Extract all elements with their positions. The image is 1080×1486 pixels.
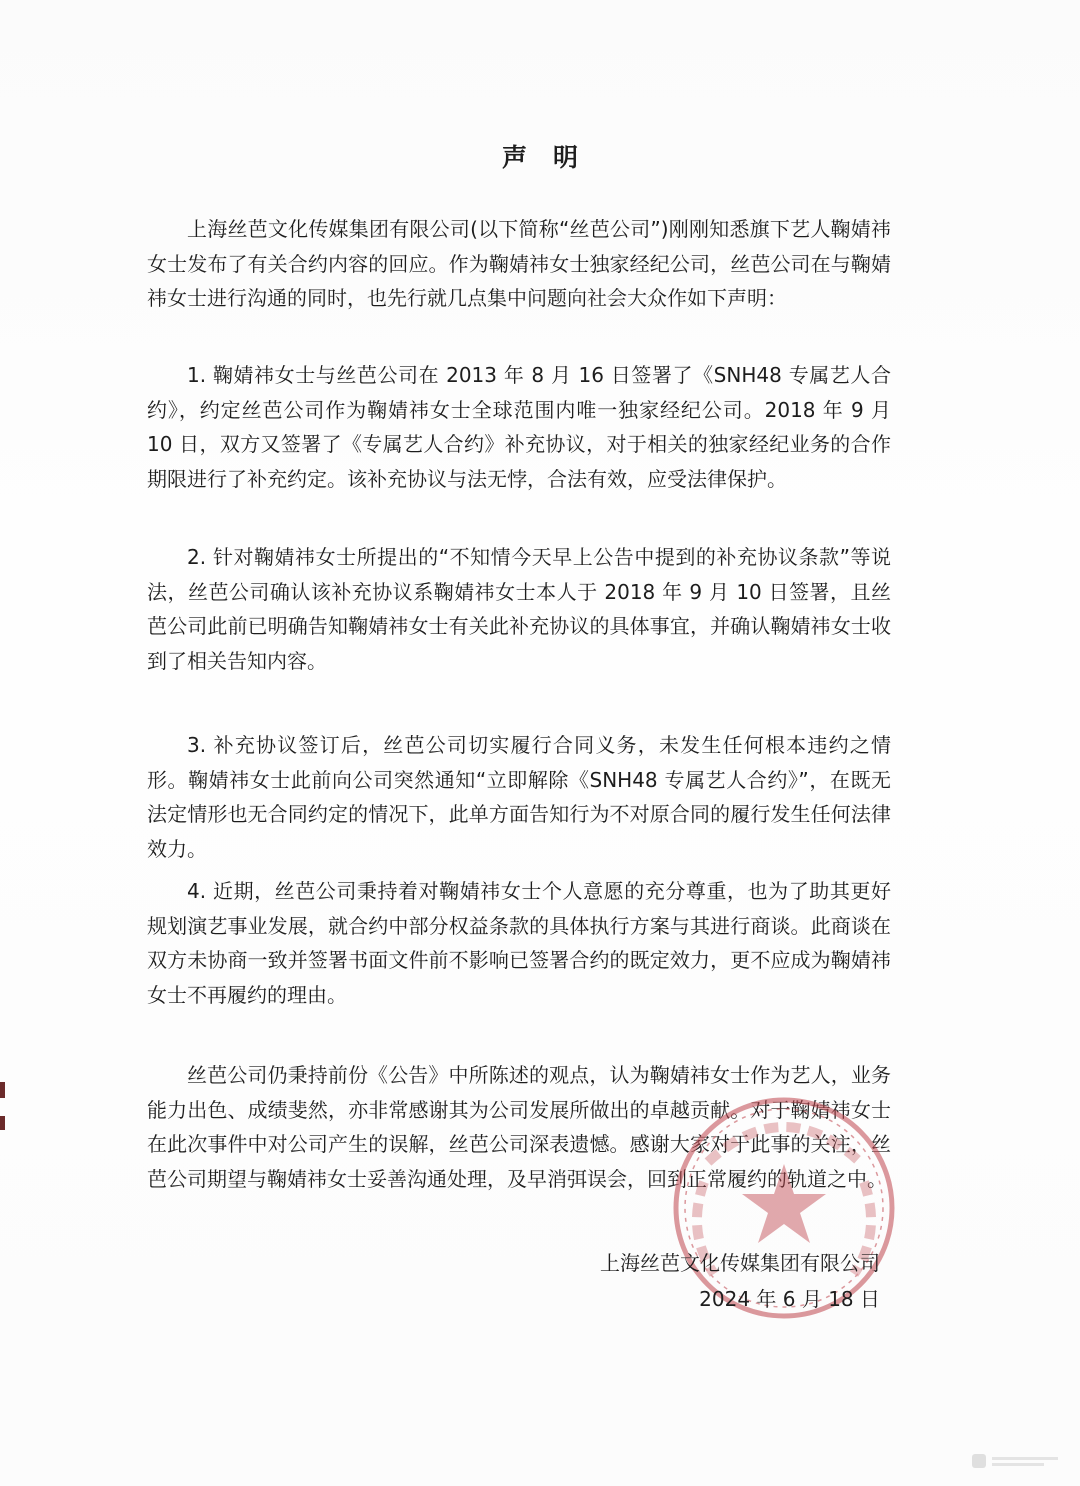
signature-date: 2024 年 6 月 18 日	[699, 1287, 880, 1311]
clause-2-paragraph: 2. 针对鞠婧祎女士所提出的“不知情今天早上公告中提到的补充协议条款”等说法，丝芭公司确认该补充协议系鞠婧祎女士本人于 2018 年 9 月 10 日签署，且丝芭公司此前已明确告知鞠婧祎女士有关此补充协议的具体事宜，并确认鞠婧祎女士收到了相关告知内容。	[147, 545, 891, 673]
document-title: 声明	[501, 143, 604, 172]
scan-edge-mark	[0, 1116, 5, 1130]
clause-3-paragraph: 3. 补充协议签订后，丝芭公司切实履行合同义务，未发生任何根本违约之情形。鞠婧祎女士此前向公司突然通知“立即解除《SNH48 专属艺人合约》”，在既无法定情形也无合同约定的情况下，此单方面告知行为不对原合同的履行发生任何法律效力。	[147, 733, 891, 861]
watermark-logo	[970, 1448, 1062, 1474]
signature-company: 上海丝芭文化传媒集团有限公司	[600, 1251, 880, 1275]
clause-1-paragraph: 1. 鞠婧祎女士与丝芭公司在 2013 年 8 月 16 日签署了《SNH48 专属艺人合约》，约定丝芭公司作为鞠婧祎女士全球范围内唯一独家经纪公司。2018 年 9 月 10 日，双方又签署了《专属艺人合约》补充协议，对于相关的独家经纪业务的合作期限进行了补充约定。该补充协议与法无悖，合法有效，应受法律保护。	[147, 363, 891, 491]
intro-paragraph: 上海丝芭文化传媒集团有限公司(以下简称“丝芭公司”)刚刚知悉旗下艺人鞠婧祎女士发布了有关合约内容的回应。作为鞠婧祎女士独家经纪公司，丝芭公司在与鞠婧祎女士进行沟通的同时，也先行就几点集中问题向社会大众作如下声明：	[147, 217, 891, 310]
closing-paragraph: 丝芭公司仍秉持前份《公告》中所陈述的观点，认为鞠婧祎女士作为艺人，业务能力出色、成绩斐然，亦非常感谢其为公司发展所做出的卓越贡献。对于鞠婧祎女士在此次事件中对公司产生的误解，丝芭公司深表遗憾。感谢大家对于此事的关注，丝芭公司期望与鞠婧祎女士妥善沟通处理，及早消弭误会，回到正常履约的轨道之中。	[147, 1063, 891, 1191]
scan-edge-mark	[0, 1082, 5, 1098]
clause-4-paragraph: 4. 近期，丝芭公司秉持着对鞠婧祎女士个人意愿的充分尊重，也为了助其更好规划演艺事业发展，就合约中部分权益条款的具体执行方案与其进行商谈。此商谈在双方未协商一致并签署书面文件前不影响已签署合约的既定效力，更不应成为鞠婧祎女士不再履约的理由。	[147, 879, 891, 1007]
